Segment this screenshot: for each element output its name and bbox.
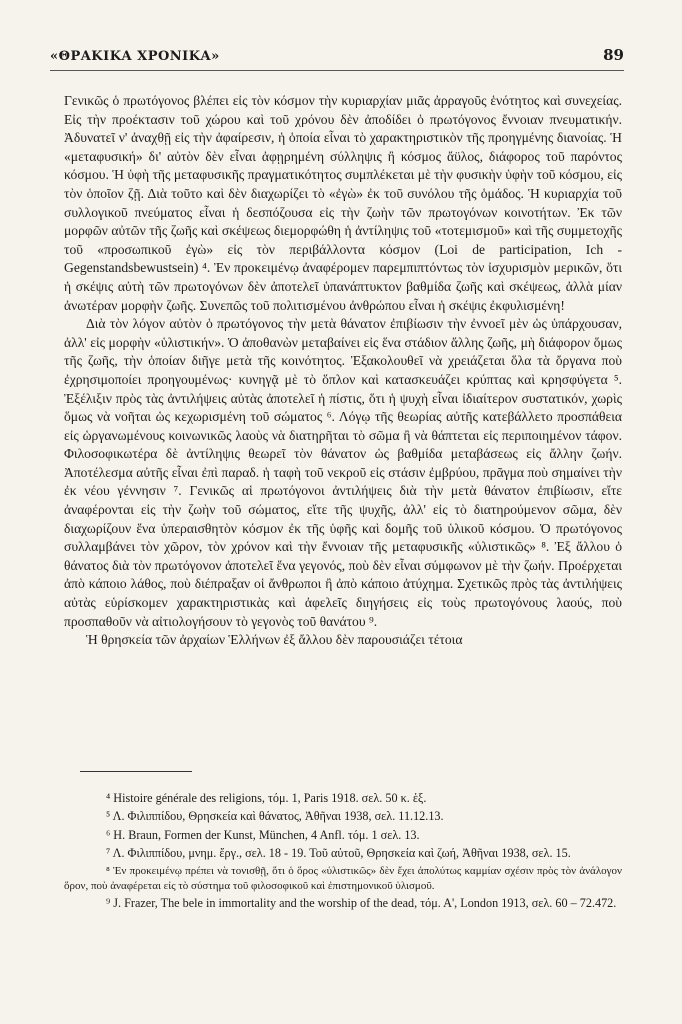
footnote: ⁷ Λ. Φιλιππίδου, μνημ. ἔργ., σελ. 18 - 19. Τοῦ αὐτοῦ, Θρησκεία καὶ ζωή, Ἀθῆναι 1938, σελ. 15. [106,846,571,861]
footnote: ⁶ H. Braun, Formen der Kunst, München, 4 Anfl. τόμ. 1 σελ. 13. [106,827,420,842]
paragraph: Γενικῶς ὁ πρωτόγονος βλέπει εἰς τὸν κόσμον τὴν κυριαρχίαν μιᾶς ἀρραγοῦς ἑνότητος καὶ συνεχείας. Εἰς τὴν προέκτασιν τοῦ χώρου καὶ τοῦ χρόνου δὲν ἀποδίδει ὁ πρωτόγονος ἔννοιαν πνευματικήν. Ἀδυνατεῖ ν' ἀναχθῇ εἰς τὴν ἀφαίρεσιν, ἡ ὁποία εἶναι τὸ χαρακτηριστικὸν τῆς προηγμένης διανοίας. Ἡ «μεταφυσική» δι' αὐτὸν δὲν εἶναι ἀφῃρημένη σύλληψις ἢ κόσμος ἄϋλος, διάφορος τοῦ παρόντος κόσμου. Ἡ ὑφὴ τῆς μεταφυσικῆς πραγματικότητος συμπλέκεται μὲ τὴν φυσικὴν ὑφὴν τοῦ κόσμου, εἰς τὸν ὁποῖον ζῇ. Διὰ τοῦτο καὶ δὲν διαχωρίζει τὸ «ἐγὼ» ἐκ τοῦ συνόλου τῆς ὁμάδος. Ἡ κυριαρχία τοῦ συλλογικοῦ πνεύματος εἶναι ἡ δεσπόζουσα εἰς τὴν ζωὴν τῶν πρωτογόνων κοινοτήτων. Ἐκ τῶν μορφῶν αὐτῶν τῆς ζωῆς καὶ σκέψεως διεμορφώθη ἡ ἀντίληψις τοῦ «τοτεμισμοῦ» καὶ τῆς συμμετοχῆς τοῦ «προσωπικοῦ ἐγὼ» εἰς τὸν περιβάλλοντα κόσμον (Loi de participation, Ich - Gegenstandsbewustsein) ⁴. Ἐν προκειμένῳ ἀναφέρομεν παρεμπιπτόντως τὸν ἰσχυρισμὸν μερικῶν, ὅτι ἡ σκέψις αὐτὴ τῶν πρωτογόνων δὲν ἀποτελεῖ ὑπανάπτυκτον βαθμίδα ζωῆς καὶ σκέψεως, ἀλλὰ μίαν ἀνωτέραν μορφὴν ζωῆς. Συνεπῶς τοῦ πολιτισμένου ἀνθρώπου εἶναι ἡ σκέψις ἐκφυλισμένη! [64,93,622,313]
footnote: ⁵ Λ. Φιλιππίδου, Θρησκεία καὶ θάνατος, Ἀθῆναι 1938, σελ. 11.12.13. [106,809,444,824]
paragraph: Διὰ τὸν λόγον αὐτὸν ὁ πρωτόγονος τὴν μετὰ θάνατον ἐπιβίωσιν τὴν ἐννοεῖ μὲν ὡς ὑπάρχουσαν, ἀλλ' εἰς μορφὴν «ὑλιστικήν». Ὁ ἀποθανὼν μεταβαίνει εἰς ἕνα στάδιον ἄλλης ζωῆς, μὴ διάφορον ὅμως τῆς ζωῆς, τὴν ὁποίαν διῆγε μετὰ τῆς κοινότητος. Ἐξακολουθεῖ νὰ χρειάζεται ὅλα τὰ ὄργανα ποὺ ἐχρησιμοποίει προηγουμένως· κυνηγᾷ μὲ τὸ ὅπλον καὶ κατασκευάζει κρύπτας καὶ κρησφύγετα ⁵. Ἐξέλιξιν πρὸς τὰς ἀντιλήψεις αὐτὰς ἀποτελεῖ ἡ πίστις, ὅτι ἡ ψυχὴ εἶναι ἰδιαίτερον συστατικόν, χωρὶς ὅμως νὰ νοῆται ὡς κεχωρισμένη τοῦ σώματος ⁶. Λόγῳ τῆς θεωρίας αὐτῆς κατεβάλλετο προσπάθεια εἰς ὡργανωμένους κοινωνικῶς λαοὺς νὰ διατηρῆται τὸ σῶμα ἢ νὰ θάπτεται εἰς περιποιημένον τάφον. Φιλοσοφικωτέρα δὲ ἀντίληψις θεωρεῖ τὸν θάνατον ὡς βαθμίδα μεταβάσεως εἰς ἄλλην ζωήν. Ἀποτέλεσμα αὐτῆς εἶναι ἐπὶ παραδ. ἡ ταφὴ τοῦ νεκροῦ εἰς στάσιν ἐμβρύου, πρᾶγμα ποὺ σημαίνει τὴν ἐκ νέου γέννησιν ⁷. Γενικῶς αἱ πρωτόγονοι ἀντιλήψεις διὰ τὴν μετὰ θάνατον ἐπιβίωσιν, εἴτε ἀναφέρονται εἰς τὴν ζωὴν τοῦ σώματος, εἴτε τῆς ψυχῆς, ἀλλ' εἰς τὸ διατηρούμενον σῶμα, δὲν διαχωρίζουν ἕνα ὑπεραισθητὸν κόσμον ἐκ τῆς ὑφῆς καὶ δομῆς τοῦ ὑλικοῦ κόσμου. Ὁ πρωτόγονος συλλαμβάνει τὸν χῶρον, τὸν χρόνον καὶ τὴν ἔννοιαν τῆς μεταφυσικῆς «ὑλιστικῶς» ⁸. Ἐξ ἄλλου ὁ θάνατος διὰ τὸν πρωτόγονον ἀποτελεῖ ἕνα γεγονός, ποὺ δὲν εἶναι σύμφωνον μὲ τὴν ζωήν. Προέρχεται ἀπὸ κάποιο λάθος, ποὺ διέπραξαν οἱ ἄνθρωποι ἢ ἀπὸ κάποιο ἀτύχημα. Σχετικῶς πρὸς τὰς ἀντιλήψεις αὐτὰς εὑρίσκομεν χαρακτηριστικὰς καὶ ἀφελεῖς διηγήσεις εἰς τοὺς πρωτογόνους λαούς, ποὺ προσπαθοῦν νὰ αἰτιολογήσουν τὸ γεγονὸς τοῦ θανάτου ⁹. [64,316,622,629]
footnotes [64,790,622,913]
page-header [50,46,624,64]
footnote: ⁹ J. Frazer, The bele in immortality and the worship of the dead, τόμ. Α', London 1913, σελ. 60 – 72.472. [106,895,617,910]
footnote: ⁸ Ἐν προκειμένῳ πρέπει νὰ τονισθῇ, ὅτι ὁ ὅρος «ὑλιστικῶς» δὲν ἔχει ἀπολύτως καμμίαν σχέσιν πρὸς τὸν ἀνάλογον ὅρον, ποὺ ἀναφέρεται εἰς τὸ σύστημα τοῦ φιλοσοφικοῦ καὶ ἐπιστημονικοῦ ὑλισμοῦ. [64,864,622,892]
page-number: 89 [603,46,624,64]
paragraph: Ἡ θρησκεία τῶν ἀρχαίων Ἑλλήνων ἐξ ἄλλου δὲν παρουσιάζει τέτοια [86,632,463,648]
footnote-rule [80,771,192,772]
running-head: «ΘΡΑΚΙΚΑ ΧΡΟΝΙΚΑ» [50,49,220,64]
main-text [64,92,622,650]
footnote: ⁴ Histoire générale des religions, τόμ. 1, Paris 1918. σελ. 50 κ. ἑξ. [106,791,427,805]
header-rule [50,70,624,71]
